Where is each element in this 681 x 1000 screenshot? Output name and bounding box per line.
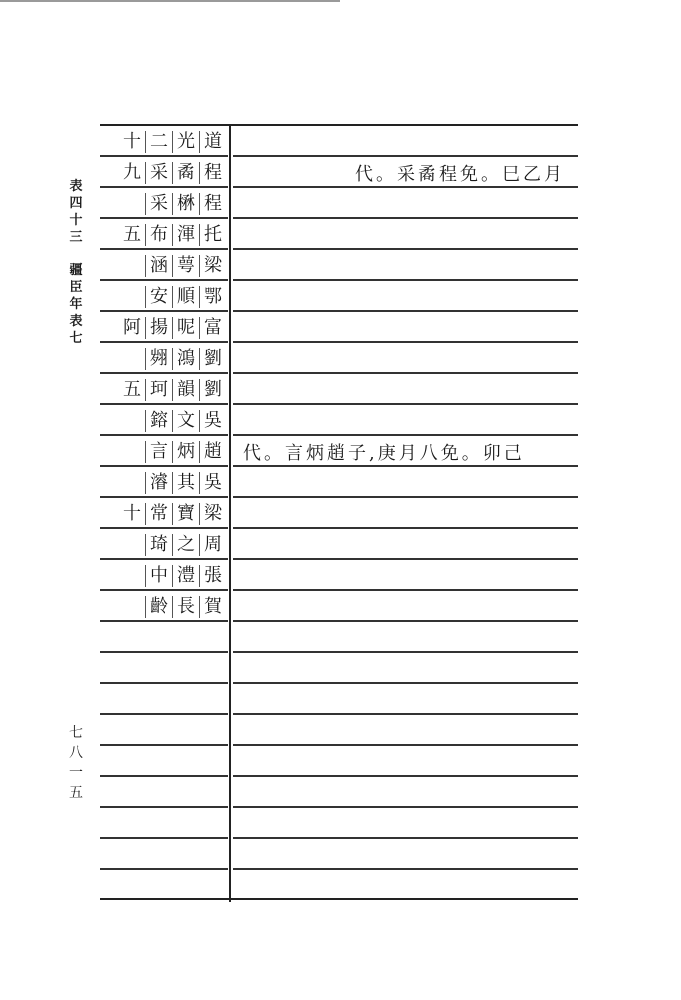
official-name-cell (100, 374, 226, 405)
table-row (100, 560, 578, 591)
official-name-cell (100, 343, 226, 374)
table-row (100, 529, 578, 560)
table-row (100, 312, 578, 343)
name-char (119, 543, 145, 547)
name-char (119, 295, 145, 299)
name-char: 程 (199, 162, 226, 184)
name-char: 十 (123, 502, 141, 524)
row-rule (233, 868, 578, 870)
name-char: 安 (145, 286, 172, 308)
table-row (100, 436, 578, 467)
official-name-cell (100, 405, 226, 436)
name-char: 涵 (145, 255, 172, 277)
name-char: 之 (172, 534, 199, 556)
name-char: 布 (145, 224, 172, 246)
table-row (100, 281, 578, 312)
margin-title-char: 表 (69, 314, 83, 329)
name-char: 楙 (172, 193, 199, 215)
name-char (119, 574, 145, 578)
margin-title-char: 臣 (69, 280, 83, 295)
name-char (119, 264, 145, 268)
name-char: 濬 (145, 472, 172, 494)
table-row (100, 498, 578, 529)
margin-title-char: 表 (69, 179, 83, 194)
table-row (100, 343, 578, 374)
margin-title-char: 疆 (69, 263, 83, 278)
official-name-cell (100, 126, 226, 157)
official-name-cell (100, 188, 226, 219)
name-char: 文 (172, 410, 199, 432)
name-char: 呢 (172, 317, 199, 339)
row-rule (233, 713, 578, 715)
table-row (100, 591, 578, 622)
name-char: 道 (199, 131, 226, 153)
page-number-char: 五 (69, 785, 83, 801)
margin-title-char: 七 (69, 331, 83, 346)
margin-title-char: 年 (69, 297, 83, 312)
name-char: 阿 (123, 316, 141, 338)
name-char: 炳 (172, 441, 199, 463)
row-rule (233, 837, 578, 839)
name-char (119, 357, 145, 361)
name-char (119, 605, 145, 609)
name-char: 韻 (172, 379, 199, 401)
name-char: 鄂 (199, 286, 226, 308)
name-char: 九 (123, 161, 141, 183)
page-number-char: 一 (69, 765, 83, 781)
name-char: 寶 (172, 503, 199, 525)
row-rule (233, 651, 578, 653)
name-char: 長 (172, 596, 199, 618)
name-char: 劉 (199, 379, 226, 401)
name-char: 吳 (199, 472, 226, 494)
name-char (119, 419, 145, 423)
row-rule (100, 775, 228, 777)
name-char: 周 (199, 534, 226, 556)
name-char: 光 (172, 131, 199, 153)
name-char: 梁 (199, 255, 226, 277)
official-name-cell (100, 436, 226, 467)
official-name-cell (100, 250, 226, 281)
name-char: 賀 (199, 596, 226, 618)
name-char: 程 (199, 193, 226, 215)
row-rule (100, 713, 228, 715)
name-char: 五 (123, 223, 141, 245)
official-name-cell (100, 312, 226, 343)
name-char: 二 (145, 131, 172, 153)
row-rule (100, 868, 228, 870)
name-char: 采 (145, 193, 172, 215)
name-char: 齡 (145, 596, 172, 618)
official-name-cell (100, 219, 226, 250)
table-row (100, 374, 578, 405)
row-rule (100, 651, 228, 653)
name-char: 其 (172, 472, 199, 494)
name-char: 采 (145, 162, 172, 184)
scan-edge-line (0, 0, 340, 2)
row-rule (233, 744, 578, 746)
margin-title (66, 180, 86, 345)
official-name-cell (100, 281, 226, 312)
name-char: 矞 (172, 162, 199, 184)
row-rule (233, 775, 578, 777)
name-char (119, 450, 145, 454)
name-char: 十 (123, 130, 141, 152)
official-name-cell (100, 529, 226, 560)
table-row (100, 250, 578, 281)
margin-title-char: 十 (69, 213, 83, 228)
name-char: 富 (199, 317, 226, 339)
name-char (119, 481, 145, 485)
name-char: 鴻 (172, 348, 199, 370)
row-rule (100, 682, 228, 684)
margin-title-char: 三 (69, 230, 83, 245)
table-row (100, 219, 578, 250)
name-char: 琦 (145, 534, 172, 556)
name-char: 五 (123, 378, 141, 400)
table-row (100, 157, 578, 188)
name-char: 托 (199, 224, 226, 246)
table-row (100, 126, 578, 157)
official-name-cell (100, 157, 226, 188)
row-rule (100, 744, 228, 746)
row-rule (233, 682, 578, 684)
page-number-char: 七 (69, 725, 83, 741)
name-char: 萼 (172, 255, 199, 277)
name-char: 順 (172, 286, 199, 308)
row-rule (233, 806, 578, 808)
margin-title-char: 四 (69, 196, 83, 211)
row-rule (100, 806, 228, 808)
table-row (100, 405, 578, 436)
page-number (66, 726, 86, 800)
table-bottom-rule (100, 898, 578, 900)
name-char: 渾 (172, 224, 199, 246)
name-char: 翙 (145, 348, 172, 370)
row-rule (100, 837, 228, 839)
official-name-cell (100, 467, 226, 498)
official-name-cell (100, 591, 226, 622)
name-char: 鎔 (145, 410, 172, 432)
name-char: 張 (199, 565, 226, 587)
name-char: 趙 (199, 441, 226, 463)
name-char: 梁 (199, 503, 226, 525)
name-char: 言 (145, 441, 172, 463)
page-number-char: 八 (69, 745, 83, 761)
name-char: 珂 (145, 379, 172, 401)
name-char: 揚 (145, 317, 172, 339)
name-char: 常 (145, 503, 172, 525)
table-row (100, 467, 578, 498)
official-name-cell (100, 498, 226, 529)
name-char (119, 202, 145, 206)
name-char: 劉 (199, 348, 226, 370)
official-name-cell (100, 560, 226, 591)
name-char: 澧 (172, 565, 199, 587)
appointment-note: 代。采矞程免。巳乙月 (355, 163, 565, 185)
table-row (100, 188, 578, 219)
name-char: 吳 (199, 410, 226, 432)
name-char: 中 (145, 565, 172, 587)
chronology-table (100, 124, 578, 902)
appointment-note: 代。言炳趙子,庚月八免。卯己 (243, 442, 525, 464)
